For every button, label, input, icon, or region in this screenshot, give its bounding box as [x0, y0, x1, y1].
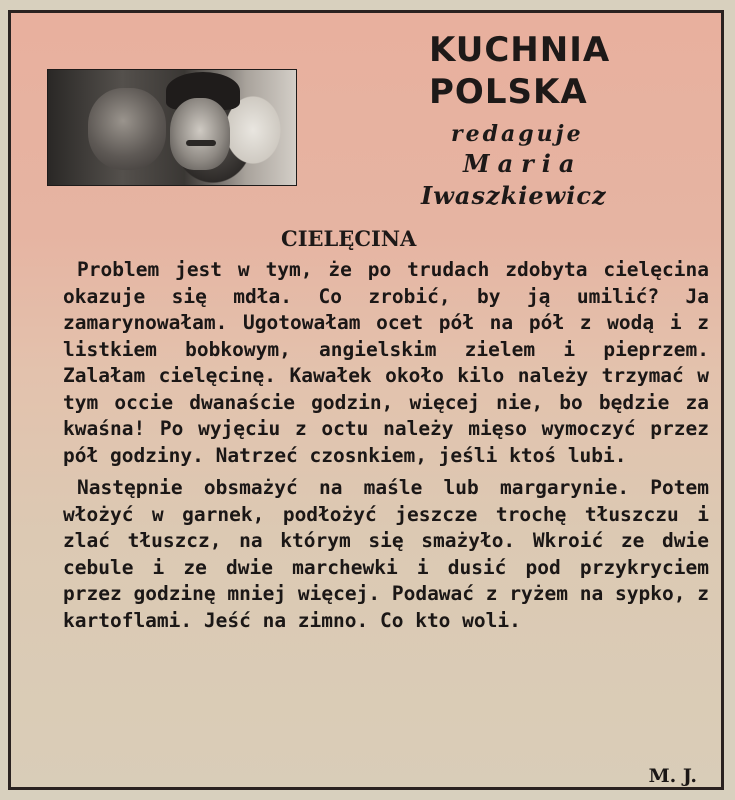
editor-credit-line3: Iwaszkiewicz	[421, 181, 607, 210]
teddy-bear-shape	[88, 88, 166, 170]
author-signature: M. J.	[648, 765, 697, 787]
column-title	[429, 29, 610, 113]
column-title-line2: POLSKA	[429, 72, 588, 112]
editor-credit-line1: redaguje	[451, 121, 584, 147]
article-paragraph: Problem jest w tym, że po trudach zdobyta cielęcina okazuje się mdła. Co zrobić, by ją umilić? Ja zamarynowałam. Ugotowałam ocet pół na pół z wodą i z listkiem bobkowym, angielskim zielem i pieprzem. Zalałam cielęcinę. Kawałek około kilo należy trzymać w tym occie dwanaście godzin, więcej nie, bo będzie za kwaśna! Po wyjęciu z octu należy mięso wymoczyć przez pół godziny. Natrzeć czosnkiem, jeśli ktoś lubi.	[63, 258, 709, 467]
article-paragraph: Następnie obsmażyć na maśle lub margarynie. Potem włożyć w garnek, podłożyć jeszcze trochę tłuszczu i zlać tłuszcz, na którym się smażyło. Wkroić ze dwie cebule i ze dwie marchewki i dusić pod przykryciem przez godzinę mniej więcej. Podawać z ryżem na sypko, z kartoflami. Jeść na zimno. Co kto woli.	[63, 476, 709, 632]
portrait-photo	[47, 69, 297, 186]
article-heading: CIELĘCINA	[281, 226, 417, 251]
face-shape	[170, 98, 230, 170]
column-title-line1: KUCHNIA	[429, 30, 611, 70]
article-frame	[8, 10, 724, 790]
editor-credit-line2: Maria	[463, 149, 583, 178]
article-body	[63, 257, 709, 634]
mustache-shape	[186, 140, 216, 146]
